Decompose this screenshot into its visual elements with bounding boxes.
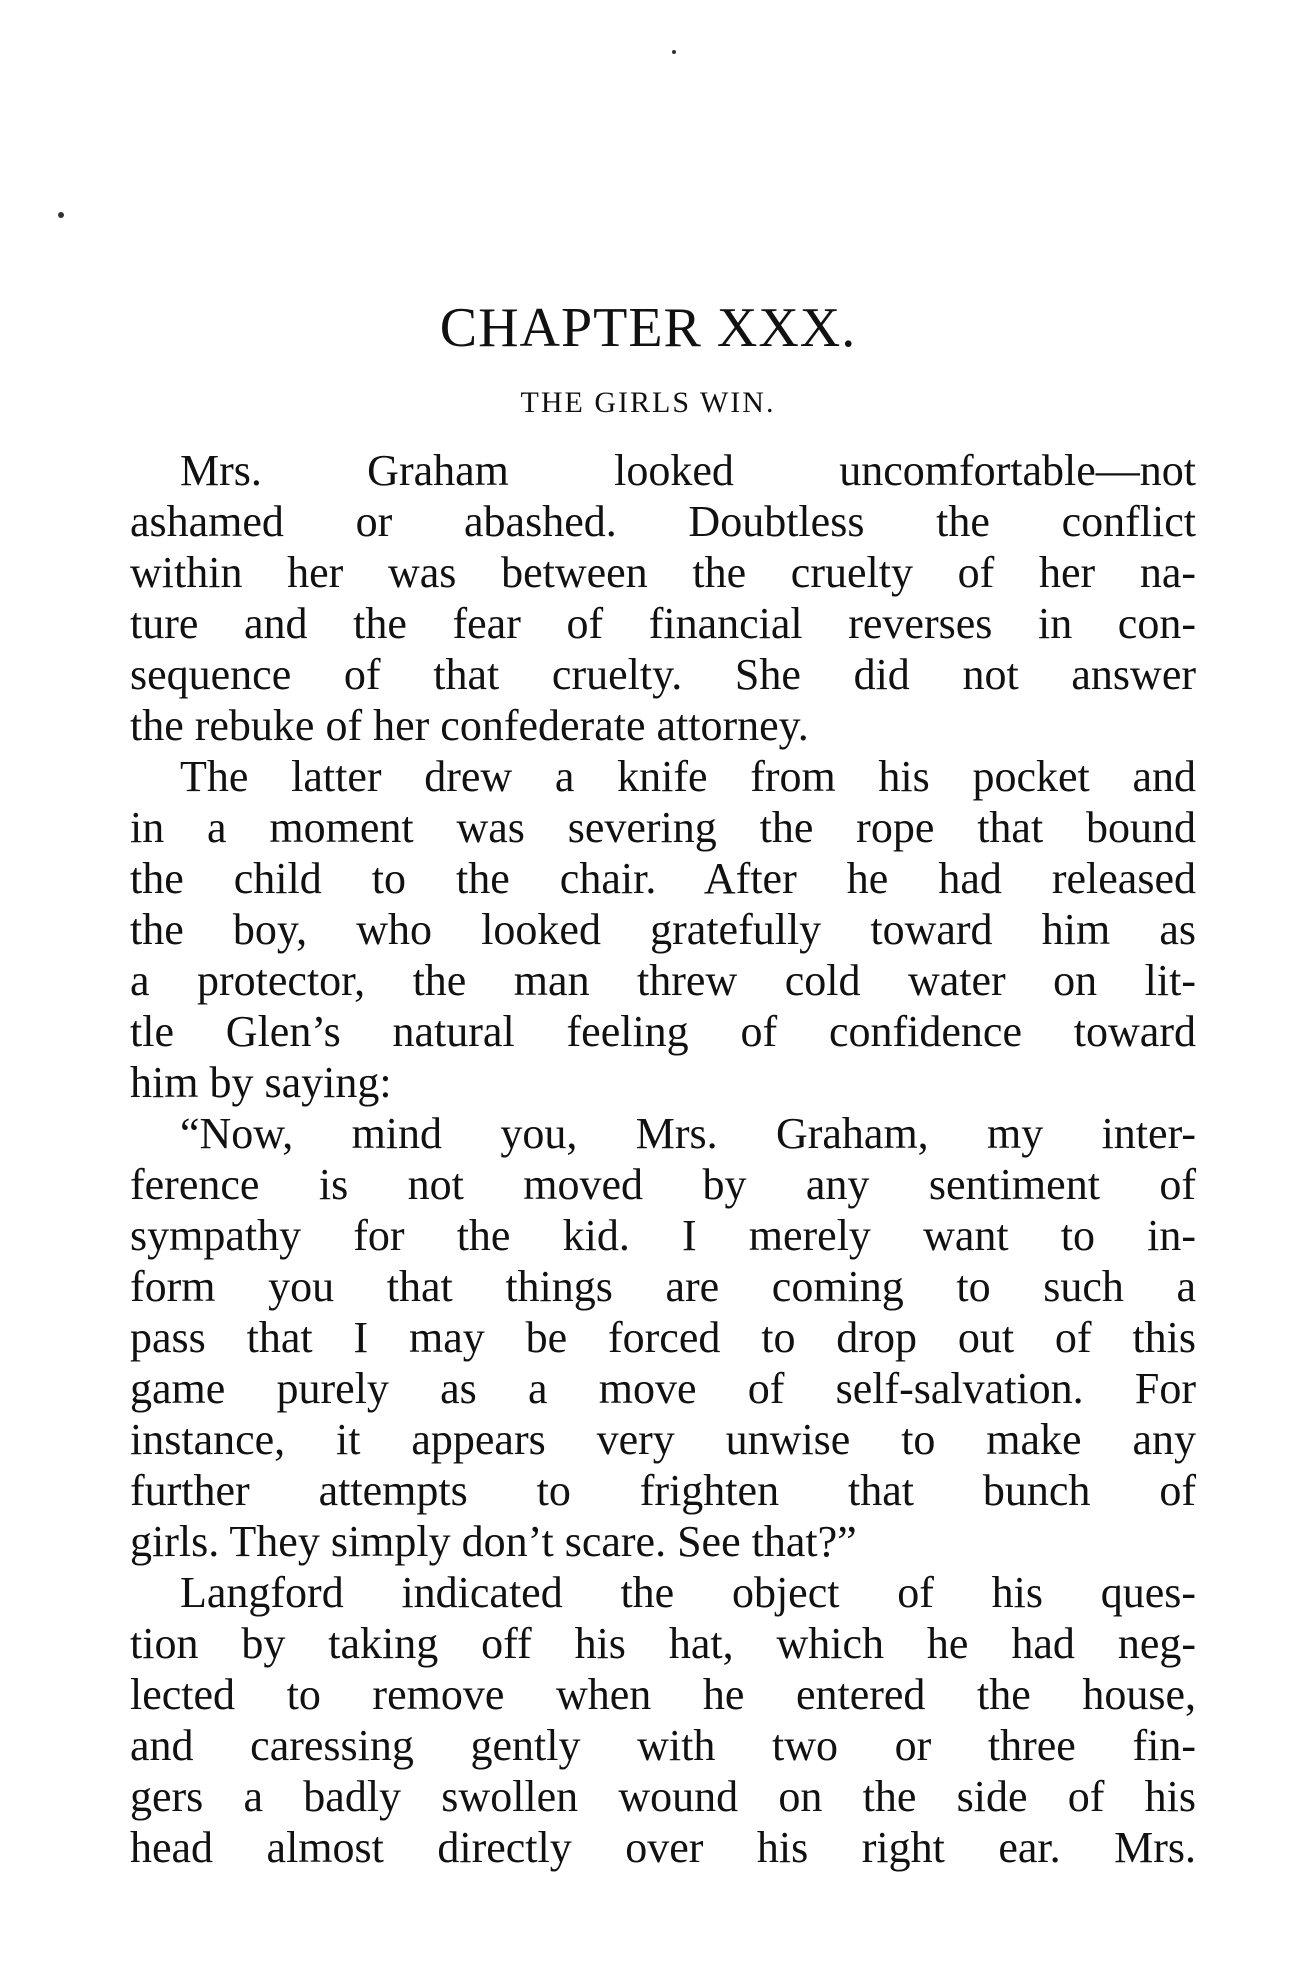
text-line: a protector, the man threw cold water on lit- (130, 956, 1196, 1005)
ink-speck (58, 212, 64, 218)
text-line: the boy, who looked gratefully toward him as (130, 905, 1196, 954)
paragraph (130, 1108, 1196, 1567)
text-line: form you that things are coming to such a (130, 1262, 1196, 1311)
text-line: gers a badly swollen wound on the side of his (130, 1772, 1196, 1821)
paragraph (130, 751, 1196, 1108)
text-line: the child to the chair. After he had released (130, 854, 1196, 903)
text-line: him by saying: (130, 1058, 392, 1107)
text-line: head almost directly over his right ear. Mrs. (130, 1823, 1196, 1872)
text-line: and caressing gently with two or three fin- (130, 1721, 1196, 1770)
text-line: ture and the fear of financial reverses in con- (130, 599, 1196, 648)
text-line: further attempts to frighten that bunch of (130, 1466, 1196, 1515)
text-line: Langford indicated the object of his ques- (180, 1568, 1196, 1617)
chapter-subtitle: THE GIRLS WIN. (520, 386, 776, 419)
ink-speck (672, 50, 676, 54)
text-line: sympathy for the kid. I merely want to in- (130, 1211, 1196, 1260)
text-line: lected to remove when he entered the house, (130, 1670, 1196, 1719)
text-line: in a moment was severing the rope that bound (130, 803, 1196, 852)
text-line: the rebuke of her confederate attorney. (130, 701, 809, 750)
text-line: tion by taking off his hat, which he had neg- (130, 1619, 1196, 1668)
text-line: The latter drew a knife from his pocket and (180, 752, 1196, 801)
paragraph (130, 1567, 1196, 1873)
text-line: Mrs. Graham looked uncomfortable—not (180, 446, 1196, 495)
text-line: tle Glen’s natural feeling of confidence toward (130, 1007, 1196, 1056)
text-line: pass that I may be forced to drop out of this (130, 1313, 1196, 1362)
text-line: instance, it appears very unwise to make any (130, 1415, 1196, 1464)
text-line: girls. They simply don’t scare. See that?” (130, 1517, 857, 1566)
paragraph (130, 445, 1196, 751)
chapter-title: CHAPTER XXX. (439, 297, 857, 359)
text-line: “Now, mind you, Mrs. Graham, my inter- (180, 1109, 1196, 1158)
text-line: sequence of that cruelty. She did not answer (130, 650, 1196, 699)
text-line: ference is not moved by any sentiment of (130, 1160, 1196, 1209)
text-line: within her was between the cruelty of her na- (130, 548, 1196, 597)
body-text (130, 445, 1196, 1873)
text-line: ashamed or abashed. Doubtless the conflict (130, 497, 1196, 546)
text-line: game purely as a move of self-salvation. For (130, 1364, 1196, 1413)
